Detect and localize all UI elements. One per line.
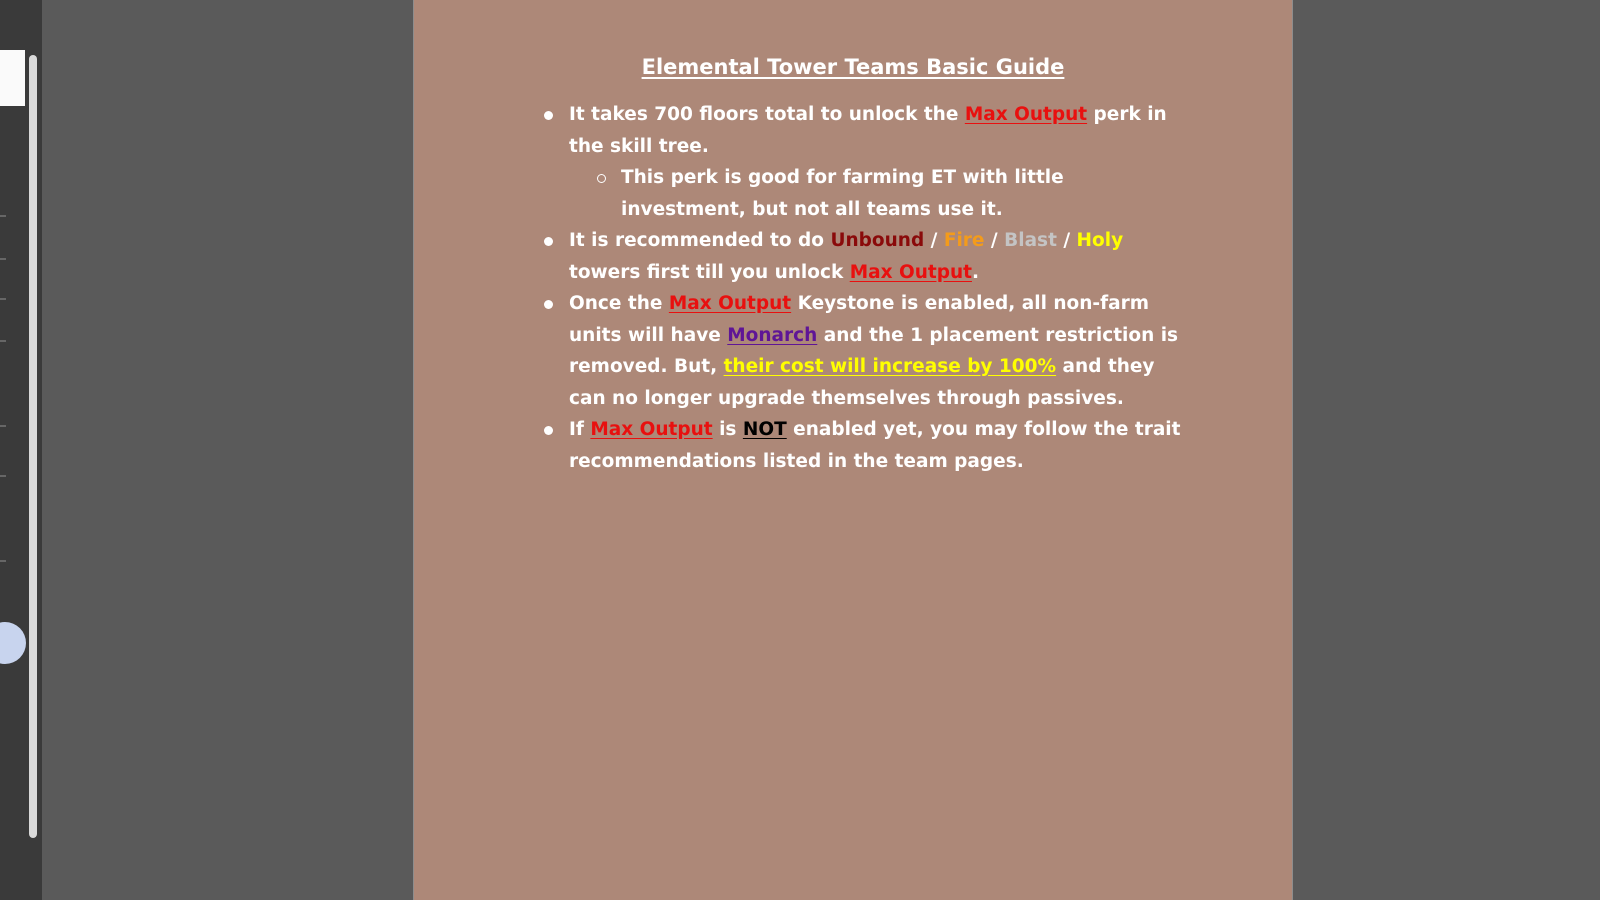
separator: / bbox=[984, 230, 1005, 251]
max-output-link[interactable]: Max Output bbox=[849, 261, 972, 283]
edge-mark bbox=[0, 475, 6, 477]
item-text: is bbox=[712, 419, 743, 440]
panel-tab[interactable] bbox=[0, 50, 25, 106]
edge-mark bbox=[0, 215, 6, 217]
panel-scrollbar[interactable] bbox=[29, 55, 37, 838]
list-item bbox=[544, 225, 1194, 288]
max-output-link[interactable]: Max Output bbox=[590, 419, 713, 440]
separator: / bbox=[1056, 230, 1077, 251]
bullet-icon bbox=[544, 426, 553, 435]
blast-label: Blast bbox=[1004, 230, 1057, 251]
not-emphasis: NOT bbox=[742, 419, 787, 440]
item-text: . bbox=[971, 261, 979, 283]
edge-mark bbox=[0, 560, 6, 562]
fire-label: Fire bbox=[943, 230, 985, 251]
item-text: and they can no longer upgrade themselves through passives. bbox=[569, 356, 1155, 409]
item-text: perk in the skill tree. bbox=[569, 104, 1167, 157]
max-output-link[interactable]: Max Output bbox=[964, 104, 1088, 125]
holy-label: Holy bbox=[1076, 230, 1124, 251]
left-side-panel bbox=[0, 0, 42, 900]
list-item bbox=[544, 99, 1194, 225]
item-text: It takes 700 floors total to unlock the bbox=[569, 104, 965, 125]
item-text: enabled yet, you may follow the trait recommendations listed in the team pages. bbox=[569, 419, 1181, 472]
sub-list bbox=[569, 162, 1194, 225]
guide-list bbox=[544, 99, 1194, 477]
sub-item-text: This perk is good for farming ET with little investment, but not all teams use it. bbox=[621, 167, 1064, 220]
edge-mark bbox=[0, 340, 6, 342]
edge-mark bbox=[0, 258, 6, 260]
monarch-link[interactable]: Monarch bbox=[727, 324, 818, 346]
item-text: It is recommended to do bbox=[569, 230, 831, 251]
unbound-label: Unbound bbox=[830, 230, 925, 251]
item-text: towers first till you unlock bbox=[569, 261, 850, 283]
cost-warning-highlight: their cost will increase by 100% bbox=[723, 356, 1057, 377]
item-text: and the 1 placement restriction is removed. But, bbox=[569, 324, 1179, 377]
separator: / bbox=[924, 230, 944, 251]
sub-list-item bbox=[569, 162, 1194, 225]
edge-mark bbox=[0, 298, 6, 300]
hollow-bullet-icon bbox=[597, 174, 606, 183]
bullet-icon bbox=[544, 111, 553, 120]
item-text: Once the bbox=[569, 293, 669, 314]
list-item bbox=[544, 288, 1194, 414]
item-text: If bbox=[569, 419, 591, 440]
list-item bbox=[544, 414, 1194, 477]
document-page bbox=[413, 0, 1293, 900]
edge-mark bbox=[0, 425, 6, 427]
floating-action-button[interactable] bbox=[0, 622, 26, 664]
bullet-icon bbox=[544, 237, 553, 246]
document-title: Elemental Tower Teams Basic Guide bbox=[641, 55, 1065, 79]
max-output-link[interactable]: Max Output bbox=[668, 293, 792, 314]
item-text: Keystone is enabled, all non-farm units will have bbox=[569, 293, 1150, 346]
bullet-icon bbox=[544, 300, 553, 309]
